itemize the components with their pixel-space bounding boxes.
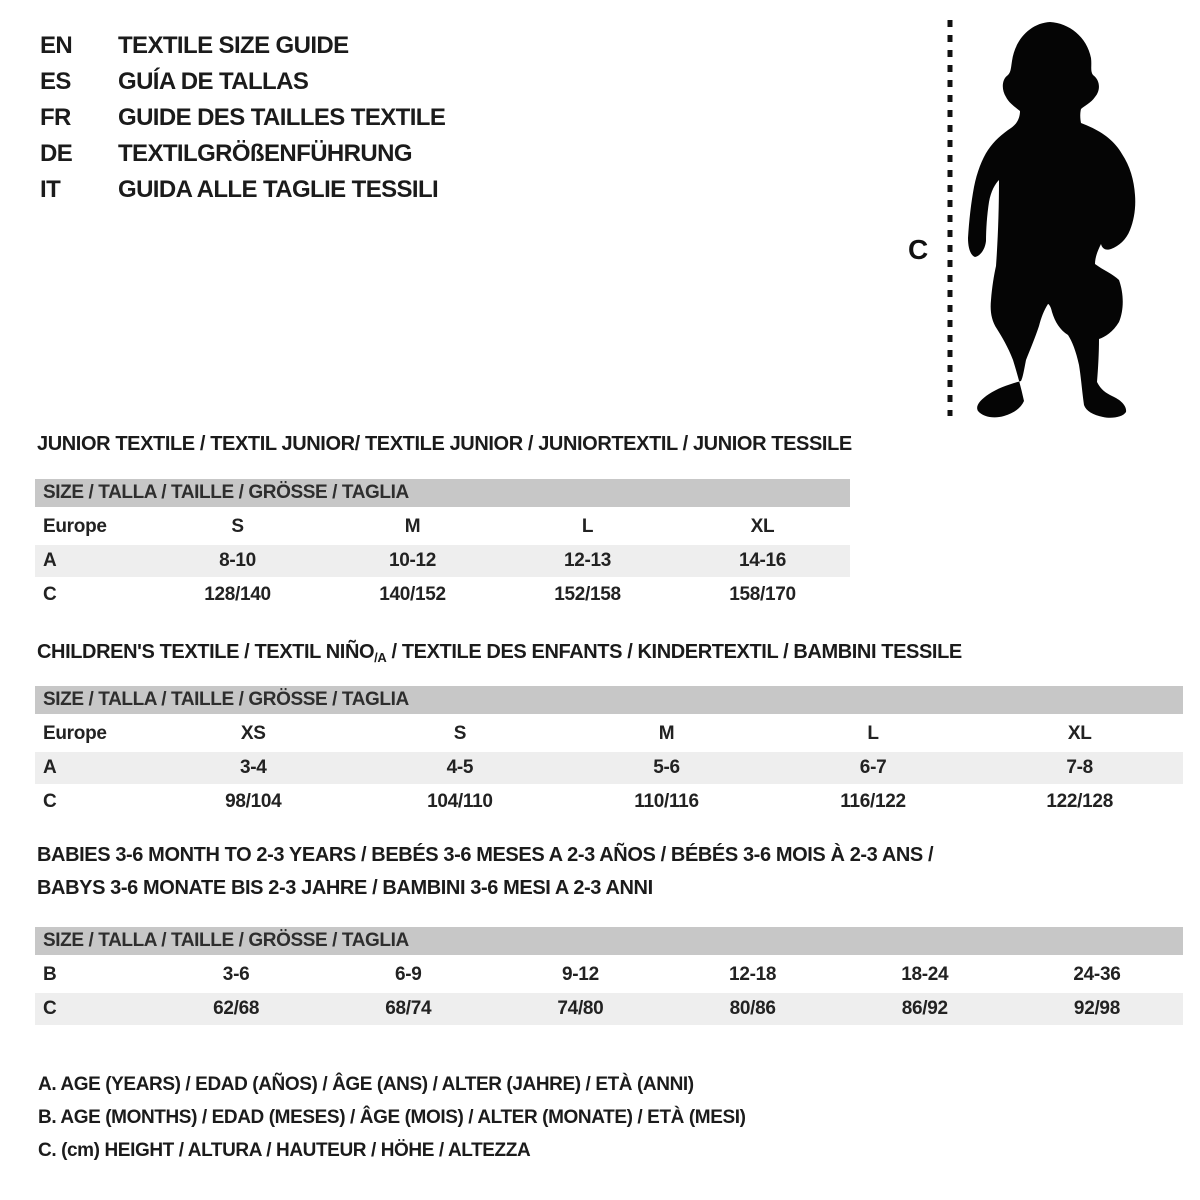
value-cell: 9-12	[562, 964, 599, 985]
lang-row-es	[40, 64, 445, 100]
lang-code: IT	[40, 176, 61, 203]
value-cell: 116/122	[840, 791, 906, 812]
lang-row-en	[40, 28, 445, 64]
table-row-age	[35, 752, 1183, 784]
section-title-children-suffix: / TEXTILE DES ENFANTS / KINDERTEXTIL / BAMBINI TESSILE	[386, 641, 962, 663]
table-row-age-months	[35, 959, 1183, 991]
value-cell: 68/74	[385, 998, 432, 1019]
size-cell: S	[231, 516, 244, 537]
height-label-c: C	[908, 234, 929, 265]
value-cell: 128/140	[204, 584, 271, 605]
section-title-children	[37, 641, 962, 664]
row-label: Europe	[43, 516, 107, 537]
size-cell: XL	[750, 516, 775, 537]
guide-title: GUIDA ALLE TAGLIE TESSILI	[118, 176, 439, 203]
value-cell: 86/92	[901, 998, 948, 1019]
size-header-bar: SIZE / TALLA / TAILLE / GRÖSSE / TAGLIA	[35, 927, 1183, 955]
size-header-bar: SIZE / TALLA / TAILLE / GRÖSSE / TAGLIA	[35, 479, 850, 507]
value-cell: 4-5	[446, 757, 474, 778]
footnote-b: B. AGE (MONTHS) / EDAD (MESES) / ÂGE (MOIS) / ALTER (MONATE) / ETÀ (MESI)	[38, 1107, 746, 1128]
guide-title: TEXTILGRÖßENFÜHRUNG	[118, 140, 412, 167]
size-cell: M	[658, 723, 675, 744]
row-label: A	[43, 550, 57, 571]
legend-footnotes	[38, 1068, 746, 1167]
value-cell: 24-36	[1073, 964, 1121, 985]
row-label: C	[43, 998, 57, 1019]
lang-code: EN	[40, 32, 73, 59]
babies-size-table	[35, 927, 1183, 1027]
language-title-list	[40, 28, 445, 208]
size-cell: XS	[240, 723, 266, 744]
value-cell: 3-4	[240, 757, 267, 778]
table-row-age	[35, 545, 850, 577]
children-size-table	[35, 686, 1183, 820]
section-title-children-prefix: CHILDREN'S TEXTILE / TEXTIL NIÑO	[37, 641, 375, 663]
value-cell: 80/86	[729, 998, 776, 1019]
value-cell: 158/170	[729, 584, 796, 605]
value-cell: 8-10	[219, 550, 256, 571]
value-cell: 104/110	[427, 791, 493, 812]
value-cell: 10-12	[388, 550, 437, 571]
value-cell: 122/128	[1046, 791, 1113, 812]
value-cell: 62/68	[213, 998, 260, 1019]
lang-row-it	[40, 172, 445, 208]
size-cell: M	[404, 516, 421, 537]
row-label: C	[43, 584, 57, 605]
table-row-height	[35, 993, 1183, 1025]
value-cell: 14-16	[738, 550, 787, 571]
value-cell: 6-9	[394, 964, 422, 985]
value-cell: 5-6	[653, 757, 680, 778]
value-cell: 12-13	[563, 550, 612, 571]
size-cell: L	[867, 723, 879, 744]
size-cell: XL	[1067, 723, 1092, 744]
value-cell: 98/104	[225, 791, 282, 812]
lang-code: ES	[40, 68, 71, 95]
section-title-babies-line1: BABIES 3-6 MONTH TO 2-3 YEARS / BEBÉS 3-6 MESES A 2-3 AÑOS / BÉBÉS 3-6 MOIS À 2-3 ANS /	[37, 844, 934, 866]
section-title-children-sub: /A	[374, 650, 387, 665]
row-label: Europe	[43, 723, 107, 744]
footnote-c: C. (cm) HEIGHT / ALTURA / HAUTEUR / HÖHE / ALTEZZA	[38, 1140, 531, 1161]
value-cell: 152/158	[554, 584, 621, 605]
value-cell: 74/80	[557, 998, 604, 1019]
section-title-babies-line2: BABYS 3-6 MONATE BIS 2-3 JAHRE / BAMBINI 3-6 MESI A 2-3 ANNI	[37, 877, 653, 899]
lang-code: FR	[40, 104, 71, 131]
footnote-a: A. AGE (YEARS) / EDAD (AÑOS) / ÂGE (ANS) / ALTER (JAHRE) / ETÀ (ANNI)	[38, 1074, 694, 1095]
row-label: B	[43, 964, 57, 985]
value-cell: 18-24	[901, 964, 949, 985]
value-cell: 3-6	[222, 964, 250, 985]
value-cell: 92/98	[1073, 998, 1120, 1019]
size-header-bar: SIZE / TALLA / TAILLE / GRÖSSE / TAGLIA	[35, 686, 1183, 714]
guide-title: GUIDE DES TAILLES TEXTILE	[118, 104, 446, 131]
row-label: A	[43, 757, 57, 778]
size-cell: L	[581, 516, 594, 537]
junior-size-table	[35, 479, 850, 613]
table-row-height	[35, 579, 850, 611]
table-row-europe	[35, 718, 1183, 750]
lang-code: DE	[40, 140, 73, 167]
value-cell: 12-18	[729, 964, 777, 985]
value-cell: 7-8	[1066, 757, 1093, 778]
toddler-silhouette-icon	[968, 22, 1135, 418]
size-cell: S	[453, 723, 467, 744]
section-title-junior: JUNIOR TEXTILE / TEXTIL JUNIOR/ TEXTILE JUNIOR / JUNIORTEXTIL / JUNIOR TESSILE	[37, 433, 852, 455]
table-row-height	[35, 786, 1183, 818]
guide-title: GUÍA DE TALLAS	[118, 68, 309, 95]
lang-row-fr	[40, 100, 445, 136]
value-cell: 140/152	[379, 584, 446, 605]
value-cell: 6-7	[859, 757, 887, 778]
guide-title: TEXTILE SIZE GUIDE	[118, 32, 349, 59]
value-cell: 110/116	[634, 791, 699, 812]
table-row-europe	[35, 511, 850, 543]
toddler-figure	[898, 10, 1150, 428]
lang-row-de	[40, 136, 445, 172]
row-label: C	[43, 791, 57, 812]
